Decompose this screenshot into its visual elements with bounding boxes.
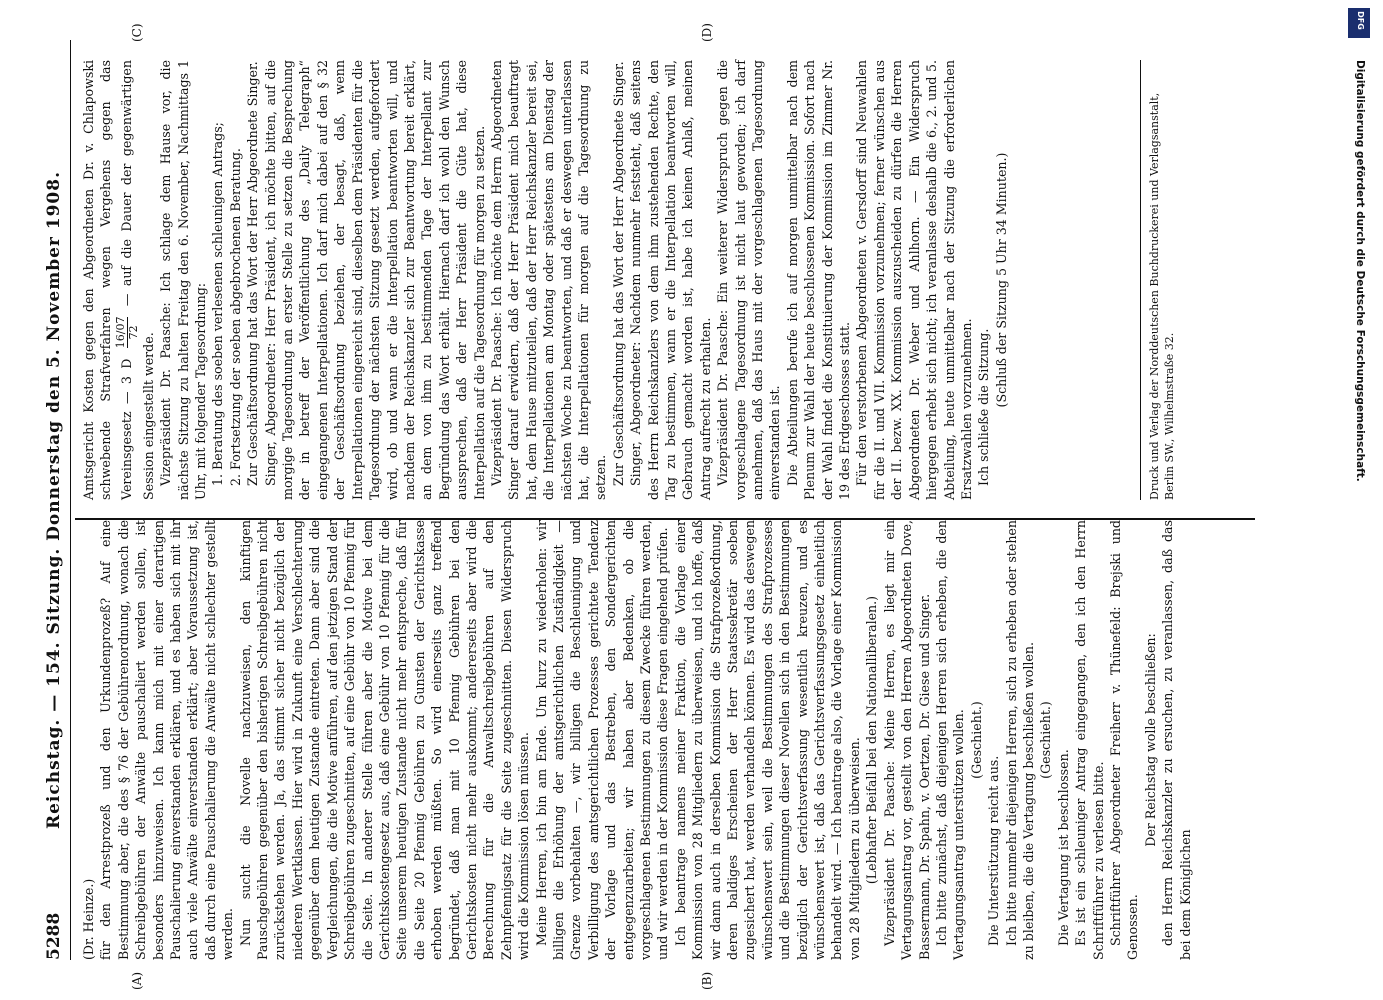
fraction-prefix: — 3 D: [118, 358, 134, 405]
page-header: [40, 40, 71, 960]
paragraph: Singer, Abgeordneter: Herr Präsident, ich möchte bitten, auf die morgige Tagesordnung an erster Stelle zu setzen die Besprechung der in betreff der Veröffentlichung des „Daily Telegraph“ eingegangenen Interpellationen. Ich darf mich dabei auf den § 32 der Geschäftsordnung beziehen, der besagt, daß, wenn Interpellationen eingereicht sind, dieselben dem Präsidenten für die Tagesordnung der nächsten Sitzung gesetzt werden, aufgefordert wird, ob und wann er die Interpellation beantworten will, und nachdem der Reichskanzler sich zur Beantwortung bereit erklärt, an dem von ihm zu bestimmenden Tage der Interpellant zur Begründung das Wort erhält. Hiernach darf ich wohl den Wunsch aussprechen, daß der Herr Präsident die Güte hat, diese Interpellation auf die Tagesordnung für morgen zu setzen.: [262, 60, 487, 500]
applause-note: (Lebhafter Beifall bei den Nationalliberalen.): [864, 595, 880, 885]
paragraph: Zur Geschäftsordnung hat das Wort der Herr Abgeordnete Singer.: [245, 61, 261, 486]
agenda-item: 2. Fortsetzung der soeben abgebrochenen Beratung.: [227, 148, 243, 486]
paragraph: [80, 60, 157, 500]
page-title: Reichstag. — 154. Sitzung. Donnerstag den 5. November 1908.: [44, 170, 64, 830]
margin-marker-d: (D): [700, 23, 714, 42]
margin-marker-a: (A): [130, 971, 144, 990]
paragraph: für den Arrestprozeß und den Urkundenprozeß? Auf eine Bestimmung aber, die des § 76 der Gebührenordnung, wonach die Schreibgebühren der Anwälte pauschaliert werden sollen, ist besonders hinzuweisen. Ich kann mich mit einer derartigen Pauschalierung einverstanden erklären, und es haben sich mit ihr auch viele Anwälte einverstanden erklärt; aber Voraussetzung ist, daß durch eine Pauschalierung die Anwälte nicht schlechter gestellt werden.: [98, 520, 236, 960]
printer-imprint: Druck und Verlag der Norddeutschen Buchdruckerei und Verlagsanstalt, Berlin SW., Wilhelmstraße 32.: [1140, 60, 1177, 500]
right-column: [80, 60, 1010, 500]
paragraph: Schriftführer Abgeordneter Freiherr v. Thünefeld: Brejski und Genossen.: [1107, 520, 1141, 960]
margin-marker-b: (B): [700, 971, 714, 990]
paragraph: Für den verstorbenen Abgeordneten v. Gersdorff sind Neuwahlen für die II. und VII. Kommission vorzunehmen; ferner wünschen aus der II. bezw. XX. Kommission auszuscheiden zu dürfen die Herren Abgeordneten Dr. Weber und Ahlhorn. — Ein Widerspruch hiergegen erhebt sich nicht; ich veranlasse deshalb die 6., 2. und 5. Abteilung, heute unmittelbar nach der Sitzung die erforderlichen Ersatzwahlen vorzunehmen.: [854, 60, 974, 500]
paragraph: Nun sucht die Novelle nachzuweisen, den künftigen Pauschgebühren gegenüber den bisherigen Schreibgebühren nicht zurückstehen werden. Ja, das stimmt sicher nicht bezüglich der niederen Wertklassen. Hier wird in Zukunft eine Verschlechterung gegenüber dem heutigen Zustande eintreten. Dann aber sind die Vergleichungen, die die Motive anführen, auf den jetzigen Stand der Schreibgebühren zugeschnitten, auf eine Gebühr von 10 Pfennig für die Seite. In anderer Stelle führen aber die Motive bei dem Gerichtskostengesetz aus, daß eine Gebühr von 10 Pfennig für die Seite unserem heutigen Zustande nicht mehr entspreche, daß für die Seite 20 Pfennig Gebühren zu Gunsten der Gerichtskasse erhoben werden müßten. So wird einerseits ganz treffend begründet, daß man mit 10 Pfennig Gebühren bei den Gerichtskosten nicht mehr auskommt; andererseits aber wird die Berechnung für die Anwaltschreibgebühren auf den Zehnpfennigsatz für die Seite zugeschnitten. Diesen Widerspruch wird die Kommission lösen müssen.: [237, 520, 532, 960]
speaker-note: (Dr. Heinze.): [81, 878, 96, 960]
paragraph: Ich schließe die Sitzung.: [976, 328, 992, 486]
procedure-note: (Geschieht.): [968, 701, 984, 779]
paragraph: Meine Herren, ich bin am Ende. Um kurz zu wiederholen: wir billigen die Erhöhung der amtsgerichtlichen Zuständigkeit — Grenze vorbehalten —, wir billigen die Beschleunigung und Verbilligung des amtsgerichtlichen Prozesses gerichtete Tendenz der Vorlage und das Bestreben, den Sondergerichten entgegenzuarbeiten; wir haben aber Bedenken, ob die vorgeschlagenen Bestimmungen zu diesem Zwecke führen werden, und wir werden in der Kommission diese Fragen eingehend prüfen.: [533, 520, 671, 960]
fraction: [115, 317, 140, 349]
paragraph: Es ist ein schleuniger Antrag eingegangen, den ich den Herrn Schriftführer zu verlesen bitte.: [1073, 520, 1106, 960]
paragraph: Die Abteilungen berufe ich auf morgen unmittelbar nach dem Plenum zur Wahl der heute beschlossenen Kommission. Sofort nach der Wahl findet die Konstituierung der Kommission im Zimmer Nr. 19 des Erdgeschosses statt.: [784, 60, 853, 500]
digitization-note: Digitalisierung gefördert durch die Deutsche Forschungsgemeinschaft.: [1354, 60, 1366, 482]
procedure-note: (Geschieht.): [1038, 701, 1054, 779]
page-number: 5288: [44, 912, 64, 960]
paragraph-text: Amtsgericht Kosten gegen den Abgeordneten Dr. v. Chlapowski schwebende Strafverfahren wegen Vergehens gegen das Vereinsgesetz: [81, 60, 134, 500]
paragraph: den Herrn Reichskanzler zu ersuchen, zu veranlassen, daß das bei dem Königlichen: [1160, 520, 1193, 960]
paragraph: Ich bitte nunmehr diejenigen Herren, sich zu erheben oder stehen zu bleiben, die die Vertagung beschließen wollen.: [1003, 520, 1036, 960]
left-column: [80, 520, 1194, 960]
paragraph: Singer, Abgeordneter: Nachdem nunmehr feststeht, daß seitens des Herrn Reichskanzlers von dem ihm zustehenden Rechte, den Tag zu bestimmen, wann er die Interpellation beantworten will, Gebrauch gemacht worden ist, habe ich keinen Anlaß, meinen Antrag aufrecht zu erhalten.: [628, 60, 713, 500]
paragraph: Vizepräsident Dr. Paasche: Ich möchte dem Herrn Abgeordneten Singer darauf erwidern, daß der Herr Präsident mich beauftragt hat, dem Hause mitzuteilen, daß der Herr Reichskanzler bereit sei, die Interpellationen am Montag oder spätestens am Dienstag der nächsten Woche zu beantworten, und daß er deswegen unterlassen hat, die Interpellationen für morgen auf die Tagesordnung zu setzen.: [488, 60, 609, 500]
fraction-denominator: 72: [126, 325, 140, 340]
paragraph: Ich bitte zunächst, daß diejenigen Herren sich erheben, die den Vertagungsantrag unterstützen wollen.: [933, 520, 967, 960]
paragraph: Der Reichstag wolle beschließen:: [1142, 633, 1158, 847]
dfg-logo: DFG: [1348, 8, 1370, 38]
paragraph: Die Vertagung ist beschlossen.: [1055, 749, 1071, 946]
paragraph: Zur Geschäftsordnung hat das Wort der Herr Abgeordnete Singer.: [610, 61, 626, 486]
paragraph: Vizepräsident Dr. Paasche: Meine Herren, es liegt mir ein Vertagungsantrag vor, gestellt von den Herren Abgeordneten Dove, Bassermann, Dr. Spahn, v. Oertzen, Dr. Giese und Singer.: [881, 520, 932, 960]
agenda-item: 1. Beratung des soeben verlesenen schleunigen Antrags;: [210, 122, 226, 486]
paragraph: Vizepräsident Dr. Paasche: Ich schlage dem Hause vor, die nächste Sitzung zu halten Freitag den 6. November, Nachmittags 1 Uhr, mit folgender Tagesordnung:: [158, 60, 209, 500]
dfg-sidebar: [1346, 11, 1374, 970]
session-closing: (Schluß der Sitzung 5 Uhr 34 Minuten.): [993, 152, 1009, 408]
paragraph: Vizepräsident Dr. Paasche: Ein weiterer Widerspruch gegen die vorgeschlagene Tagesordnung ist nicht laut geworden; ich darf annehmen, daß das Haus mit der vorgeschlagenen Tagesordnung einverstanden ist.: [715, 60, 783, 500]
margin-marker-c: (C): [130, 23, 144, 42]
paragraph-text: — auf die Dauer der gegenwärtigen Session eingestellt werde.: [118, 60, 156, 500]
paragraph: Die Unterstützung reicht aus.: [986, 755, 1002, 946]
fraction-numerator: 16/07: [113, 316, 127, 349]
paragraph: Ich beantrage namens meiner Fraktion, die Vorlage einer Kommission von 28 Mitgliedern zu überweisen, und ich hoffe, daß wir dann auch in derselben Kommission die Strafprozeßordnung, deren baldiges Erscheinen der Herr Staatssekretär soeben zugesichert hat, werden verhandeln können. Es wird das deswegen wünschenswert sein, weil die Bestimmungen des Strafprozesses und die Bestimmungen dieser Novellen sich in den Bestimmungen bezüglich der Gerichtsverfassung wesentlich kreuzen, und es wünschenswert ist, daß das Gerichtsverfassungsgesetz einheitlich behandelt wird. — Ich beantrage also, die Vorlage einer Kommission von 28 Mitgliedern zu überweisen.: [672, 520, 862, 960]
